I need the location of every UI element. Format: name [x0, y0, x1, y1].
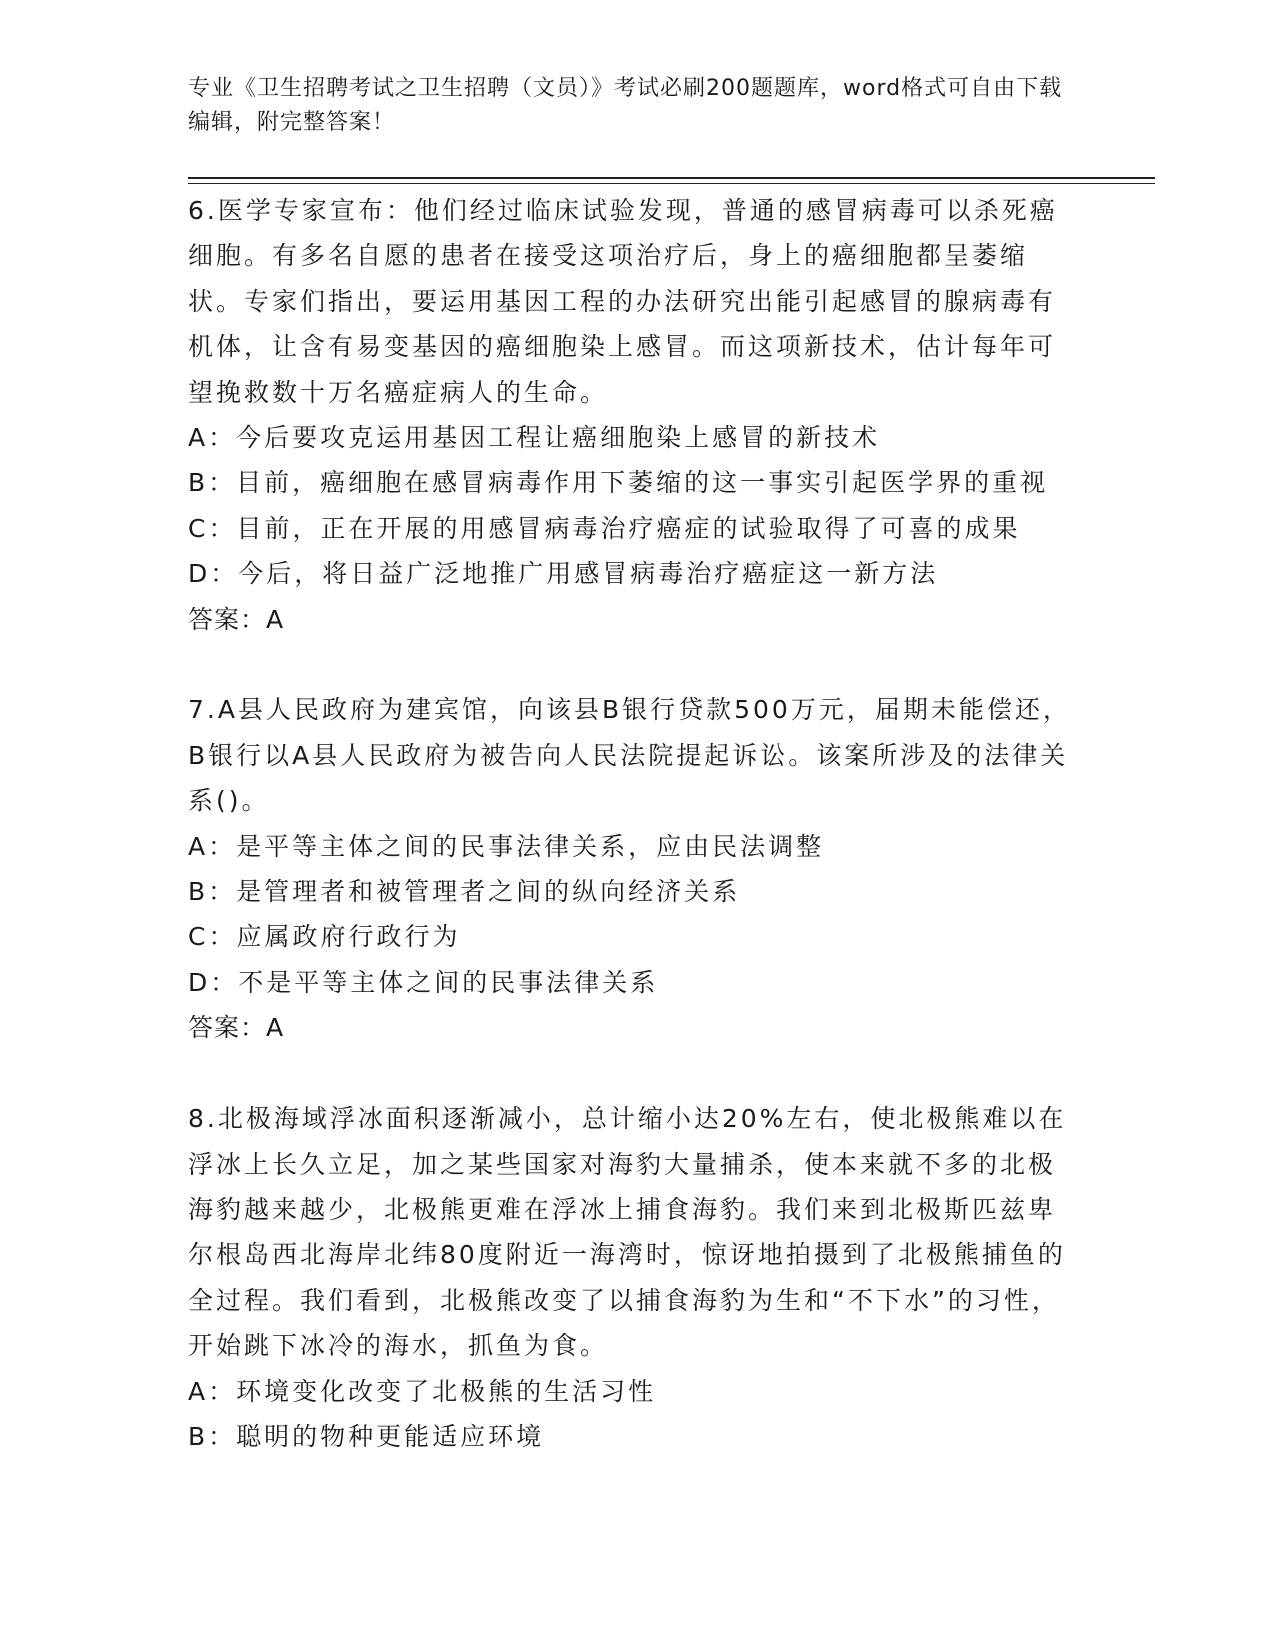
option-c: C：目前，正在开展的用感冒病毒治疗癌症的试验取得了可喜的成果: [188, 513, 1021, 543]
header-divider-thick: [188, 177, 1155, 179]
question-8: [188, 1096, 1078, 1459]
answer-line: 答案：A: [188, 604, 285, 634]
question-7: [188, 687, 1078, 1050]
option-c: C：应属政府行政行为: [188, 922, 461, 952]
option-d: D：不是平等主体之间的民事法律关系: [188, 967, 659, 997]
option-b: B：聪明的物种更能适应环境: [188, 1421, 545, 1451]
question-stem: 8.北极海域浮冰面积逐渐减小，总计缩小达20%左右，使北极熊难以在浮冰上长久立足，加之某些国家对海豹大量捕杀，使本来就不多的北极海豹越来越少，北极熊更难在浮冰上捕食海豹。我们来到北极斯匹兹卑尔根岛西北海岸北纬80度附近一海湾时，惊讶地拍摄到了北极熊捕鱼的全过程。我们看到，北极熊改变了以捕食海豹为生和“不下水”的习性，开始跳下冰冷的海水，抓鱼为食。: [188, 1104, 1067, 1361]
question-6: [188, 188, 1078, 642]
question-list: [188, 188, 1078, 1459]
header-divider-thin: [188, 183, 1155, 184]
document-header: 专业《卫生招聘考试之卫生招聘（文员）》考试必刷200题题库，word格式可自由下载编辑，附完整答案！: [188, 76, 1063, 135]
option-a: A：今后要攻克运用基因工程让癌细胞染上感冒的新技术: [188, 423, 881, 453]
question-spacer: [188, 1051, 1078, 1096]
option-b: B：目前，癌细胞在感冒病毒作用下萎缩的这一事实引起医学界的重视: [188, 468, 1049, 498]
option-a: A：环境变化改变了北极熊的生活习性: [188, 1376, 657, 1406]
answer-line: 答案：A: [188, 1013, 285, 1043]
question-stem: 6.医学专家宣布：他们经过临床试验发现，普通的感冒病毒可以杀死癌细胞。有多名自愿的患者在接受这项治疗后，身上的癌细胞都呈萎缩状。专家们指出，要运用基因工程的办法研究出能引起感冒的腺病毒有机体，让含有易变基因的癌细胞染上感冒。而这项新技术，估计每年可望挽救数十万名癌症病人的生命。: [188, 196, 1058, 407]
option-b: B：是管理者和被管理者之间的纵向经济关系: [188, 877, 741, 907]
option-a: A：是平等主体之间的民事法律关系，应由民法调整: [188, 831, 825, 861]
question-stem: 7.A县人民政府为建宾馆，向该县B银行贷款500万元，届期未能偿还，B银行以A县人民政府为被告向人民法院提起诉讼。该案所涉及的法律关系()。: [188, 695, 1071, 816]
question-spacer: [188, 642, 1078, 687]
option-d: D：今后，将日益广泛地推广用感冒病毒治疗癌症这一新方法: [188, 559, 939, 589]
